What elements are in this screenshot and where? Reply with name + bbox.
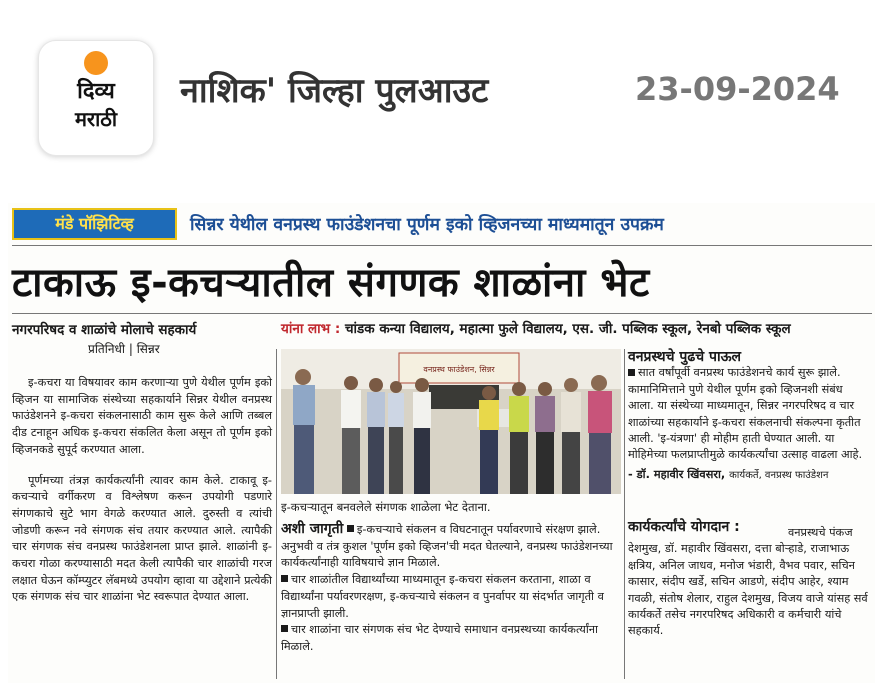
byline: प्रतिनिधी | सिन्नर — [88, 342, 160, 356]
beneficiaries-line — [281, 319, 791, 337]
awareness-point: चार शाळांना चार संगणक संच भेट देण्याचे समाधान वनप्रस्थच्या कार्यकर्त्यांना मिळाले. — [281, 623, 598, 653]
volunteers-heading: कार्यकर्त्यांचे योगदान : — [628, 519, 740, 535]
bullet-icon — [281, 575, 288, 582]
app-header — [0, 0, 883, 200]
signature-role: कार्यकर्ते, वनप्रस्थ फाउंडेशन — [729, 469, 829, 481]
divider — [12, 313, 872, 314]
article-subheadline: नगरपरिषद व शाळांचे मोलाचे सहकार्य — [12, 322, 197, 338]
article-headline: टाकाऊ इ-कचऱ्यातील संगणक शाळांना भेट — [12, 260, 650, 306]
awareness-section — [281, 521, 621, 656]
bullet-icon — [347, 525, 354, 532]
article-column-1 — [12, 375, 272, 620]
paragraph: इ-कचरा या विषयावर काम करणाऱ्या पुणे येथील पूर्णम इको व्हिजन या सामाजिक संस्थेच्या सहकार्याने सिन्नर येथील वनप्रस्थ फाउंडेशनने इ-कचरा संकलनासाठी काम सुरू केले आणि तब्बल दीड टनाहून अधिक इ-कचरा संकलित केला असून तो पूर्णम इको व्हिजनकडे सुपूर्द करण्यात आला. — [12, 376, 272, 456]
edition-date: 23-09-2024 — [635, 70, 840, 108]
volunteers-text — [628, 522, 868, 640]
bullet-icon — [628, 369, 635, 376]
column-divider — [276, 349, 277, 679]
newspaper-clipping — [8, 203, 875, 683]
column-divider — [624, 349, 625, 679]
photo-illustration — [281, 349, 621, 494]
awareness-heading: अशी जागृती — [281, 521, 344, 537]
edition-title: नाशिक' जिल्हा पुलआउट — [180, 71, 489, 111]
monday-positive-badge: मंडे पॉझिटिव्ह — [12, 208, 177, 240]
signature — [628, 467, 868, 484]
next-step-heading: वनप्रस्थचे पुढचे पाऊल — [628, 349, 742, 365]
beneficiaries-label: यांना लाभ : — [281, 321, 341, 337]
paragraph: पूर्णमच्या तंत्रज्ञ कार्यकर्त्यांनी त्यावर काम केले. टाकावू इ-कचऱ्याचे वर्गीकरण व विश्लेषण करून उपयोगी पडणारे संगणकाचे सुटे भाग वेगळे करण्यात आले. दुरुस्ती व त्यांची जोडणी करून नवे संगणक संच तयार करण्यात आले. त्यापैकी चार संगणक संच वनप्रस्थ फाउंडेशनला प्राप्त झाले. शाळांनी इ-कचरा गोळा करण्यासाठी मदत केली त्यापैकी चार शाळांची गरज लक्षात घेऊन कॉम्प्युटर लॅबमध्ये उपयोग व्हावा या उद्देशाने प्रत्येकी एक संगणक संच चार शाळांना भेट स्वरूपात देण्यात आला. — [12, 473, 272, 604]
article-kicker: सिन्नर येथील वनप्रस्थ फाउंडेशनचा पूर्णम इको व्हिजनच्या माध्यमातून उपक्रम — [190, 215, 664, 235]
handover-photo — [281, 349, 621, 494]
divider — [12, 245, 872, 246]
signature-name: - डॉ. महावीर खिंवसरा, — [628, 467, 726, 481]
side-column — [628, 349, 868, 638]
volunteers-list: वनप्रस्थचे पंकज देशमुख, डॉ. महावीर खिंवसरा, दत्ता बोऱ्हाडे, राजाभाऊ क्षत्रिय, अनिल जाधव, मनोज भंडारी, वैभव पवार, सचिन कासार, संदीप खर्डे, सचिन आडणे, संदीप आहेर, श्याम गवळी, संतोष शेलार, राहुल देशमुख, विजय वाजे यांसह सर्व कार्यकर्ते तसेच नगरपरिषद अधिकारी व कर्मचारी यांचे सहकार्य. — [628, 526, 868, 638]
logo-line-2: मराठी — [74, 107, 118, 131]
bullet-icon — [281, 625, 288, 632]
awareness-point: चार शाळांतील विद्यार्थ्यांच्या माध्यमातून इ-कचरा संकलन करताना, शाळा व विद्यार्थ्यांना पर्यावरणरक्षण, इ-कचऱ्याचे संकलन व पुनर्वापर या संदर्भात जागृती व ज्ञानप्राप्ती झाली. — [281, 573, 604, 620]
awareness-point: इ-कचऱ्याचे संकलन व विघटनातून पर्यावरणाचे संरक्षण झाले. अनुभवी व तंत्र कुशल 'पूर्णम इको व्हिजन'ची मदत घेतल्याने, वनप्रस्थ फाउंडेशनच्या कार्यकर्त्यांनाही याविषयाचे ज्ञान मिळाले. — [281, 523, 613, 570]
photo-caption: इ-कचऱ्यातून बनवलेले संगणक शाळेला भेट देताना. — [281, 500, 491, 514]
photo-banner: वनप्रस्थ फाउंडेशन, सिन्नर — [423, 365, 495, 374]
divya-marathi-logo[interactable] — [38, 40, 154, 156]
logo-line-1: दिव्य — [77, 79, 115, 104]
beneficiaries-list: चांडक कन्या विद्यालय, महात्मा फुले विद्यालय, एस. जी. पब्लिक स्कूल, रेनबो पब्लिक स्कूल — [344, 321, 791, 337]
sun-icon — [84, 51, 108, 75]
next-step-text: सात वर्षांपूर्वी वनप्रस्थ फाउंडेशनचे कार्य सुरू झाले. कामानिमित्ताने पुणे येथील पूर्णम इको व्हिजनशी संबंध आला. या संस्थेच्या माध्यमातून, सिन्नर नगरपरिषद व चार शाळांच्या सहकार्याने इ-कचरा संकलनाची संकल्पना कृतीत आली. 'इ-यंत्रणा' ही मोहीम हाती घेण्यात आली. या मोहिमेच्या फलप्राप्तीमुळे कार्यकर्त्यांचा उत्साह वाढला आहे. — [628, 366, 863, 462]
